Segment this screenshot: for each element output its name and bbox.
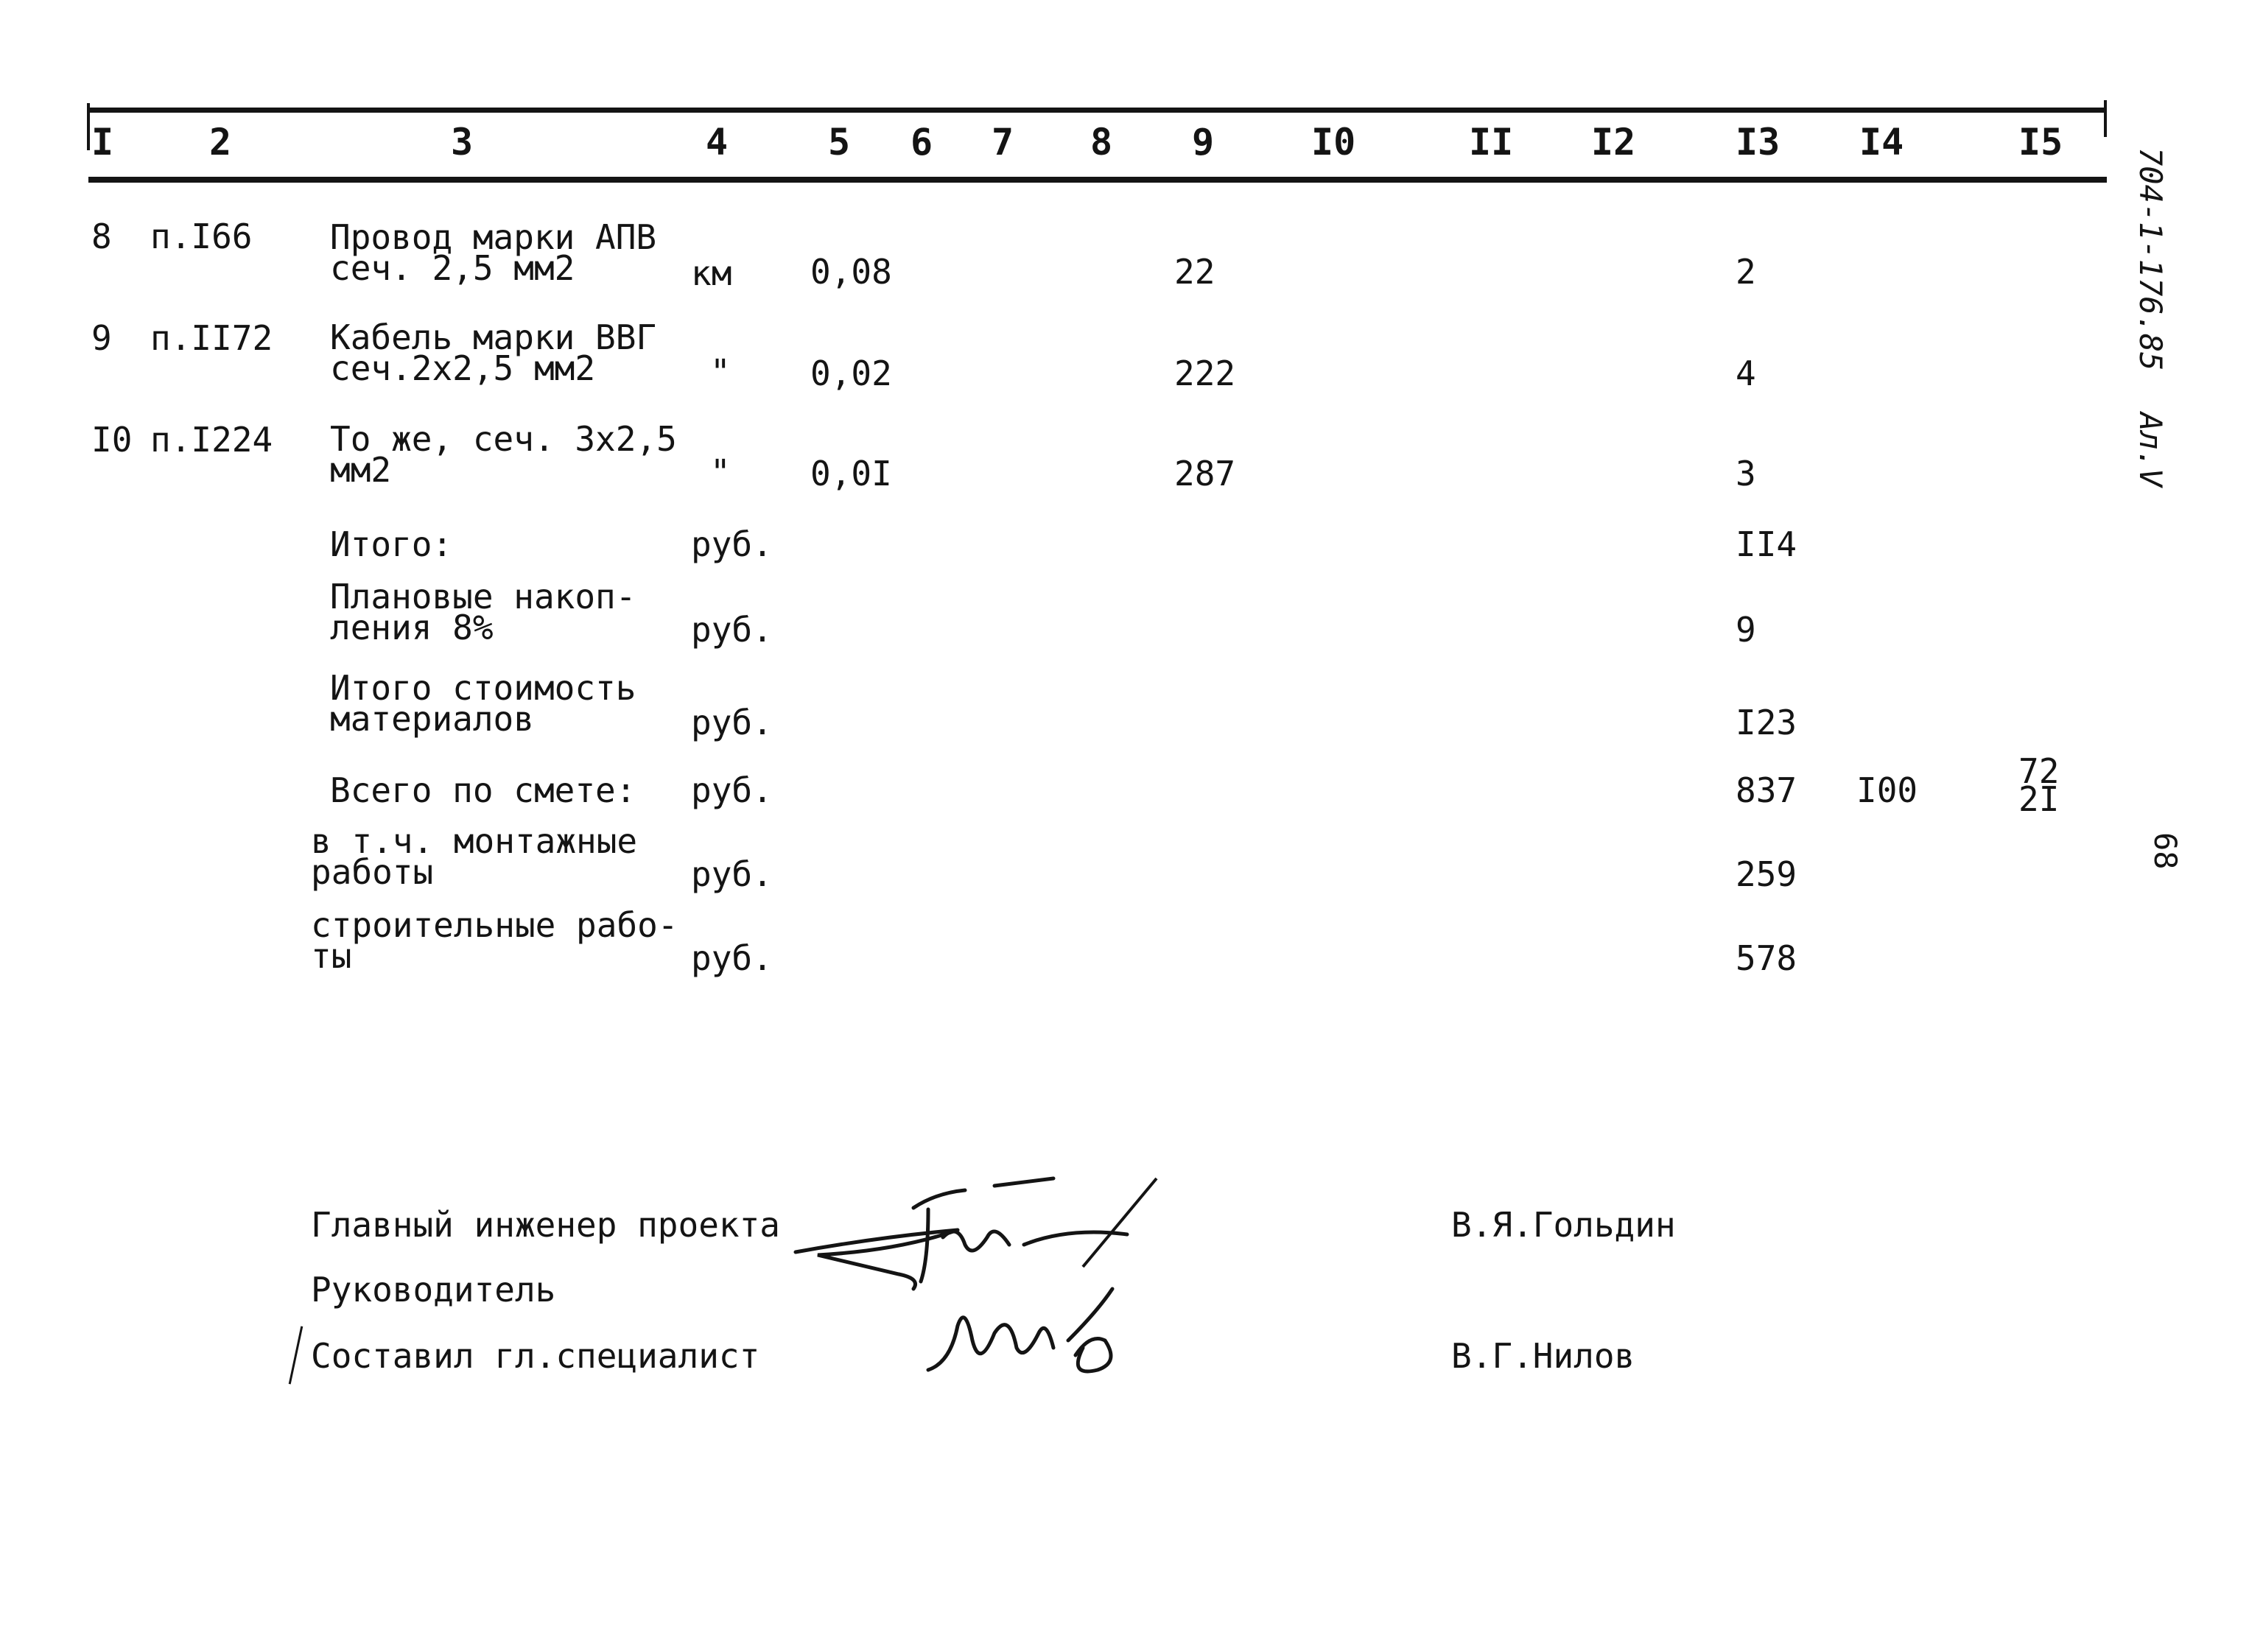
total-col13: 837	[1736, 770, 1797, 810]
row-name-line1: То же, сеч. 3х2,5	[330, 419, 677, 459]
col-header-5: 5	[828, 121, 851, 164]
col-header-7: 7	[992, 121, 1014, 164]
row-col9: 287	[1174, 454, 1236, 493]
row-name-line1: Провод марки АПВ	[330, 217, 657, 257]
total-col13: 578	[1736, 938, 1797, 978]
col-header-14: I4	[1859, 121, 1904, 164]
total-label-line1: Всего по смете:	[330, 770, 636, 810]
side-document-code: 704-1-176.85	[2133, 147, 2169, 371]
header-top-rule	[88, 108, 2107, 113]
left-border	[87, 103, 90, 150]
row-quantity: 0,02	[810, 354, 892, 393]
row-number: 9	[91, 318, 112, 358]
total-col13: II4	[1736, 524, 1797, 564]
signature-role-chief-engineer: Главный инженер проекта	[311, 1205, 780, 1245]
total-label-line1: Итого стоимость	[330, 668, 636, 708]
page-number: 68	[2147, 832, 2183, 870]
row-col9: 22	[1174, 252, 1215, 292]
col-header-9: 9	[1192, 121, 1215, 164]
total-unit: руб.	[691, 938, 773, 978]
row-reference: п.II72	[150, 318, 273, 358]
col-header-12: I2	[1591, 121, 1636, 164]
row-name-line2: мм2	[330, 450, 392, 490]
handwritten-signature-compiler	[921, 1282, 1142, 1385]
total-label-line1: в т.ч. монтажные	[311, 821, 638, 861]
total-label-line2: работы	[311, 852, 434, 892]
total-col15-line1: 72	[2018, 751, 2060, 791]
col-header-6: 6	[911, 121, 933, 164]
col-header-13: I3	[1736, 121, 1780, 164]
right-border	[2104, 100, 2107, 137]
total-label-line1: Плановые накоп-	[330, 577, 636, 616]
signature-name-compiler: В.Г.Нилов	[1451, 1336, 1635, 1376]
total-label-line2: ления 8%	[330, 608, 494, 647]
total-label-line1: Итого:	[330, 524, 453, 564]
col-header-8: 8	[1090, 121, 1113, 164]
total-col13: 259	[1736, 854, 1797, 894]
total-unit: руб.	[691, 703, 773, 742]
total-col13: I23	[1736, 703, 1797, 742]
total-unit: руб.	[691, 524, 773, 564]
col-header-10: I0	[1311, 121, 1356, 164]
row-name-line2: сеч. 2,5 мм2	[330, 248, 575, 288]
col-header-1: I	[91, 121, 114, 164]
row-quantity: 0,0I	[810, 454, 892, 493]
row-number: 8	[91, 217, 112, 256]
row-unit: "	[710, 452, 731, 492]
col-header-4: 4	[706, 121, 729, 164]
row-quantity: 0,08	[810, 252, 892, 292]
header-bottom-rule	[88, 177, 2107, 183]
left-edge-stroke	[289, 1326, 304, 1385]
total-unit: руб.	[691, 854, 773, 894]
row-col13: 3	[1736, 454, 1756, 493]
total-label-line1: строительные рабо-	[311, 905, 678, 945]
total-label-line2: материалов	[330, 699, 534, 739]
col-header-3: 3	[451, 121, 474, 164]
total-unit: руб.	[691, 770, 773, 810]
signature-name-chief-engineer: В.Я.Гольдин	[1451, 1205, 1676, 1245]
row-name-line1: Кабель марки ВВГ	[330, 317, 657, 357]
row-col13: 2	[1736, 252, 1756, 292]
signature-role-head: Руководитель	[311, 1270, 556, 1310]
total-col14: I00	[1856, 770, 1918, 810]
total-unit: руб.	[691, 610, 773, 650]
row-reference: п.I224	[150, 420, 273, 460]
col-header-15: I5	[2018, 121, 2063, 164]
col-header-2: 2	[209, 121, 232, 164]
side-album-label: Ал.V	[2133, 412, 2169, 488]
col-header-11: II	[1469, 121, 1514, 164]
row-unit: "	[710, 352, 731, 392]
handwritten-signature-chief-engineer	[788, 1164, 1186, 1296]
row-unit: км	[691, 253, 732, 293]
row-reference: п.I66	[150, 217, 253, 256]
row-col13: 4	[1736, 354, 1756, 393]
total-col15-line2: 2I	[2018, 779, 2060, 819]
row-col9: 222	[1174, 354, 1236, 393]
signature-role-compiler: Составил гл.специалист	[311, 1336, 760, 1376]
row-name-line2: сеч.2х2,5 мм2	[330, 348, 596, 388]
total-col13: 9	[1736, 610, 1756, 650]
total-label-line2: ты	[311, 936, 352, 976]
row-number: I0	[91, 420, 133, 460]
